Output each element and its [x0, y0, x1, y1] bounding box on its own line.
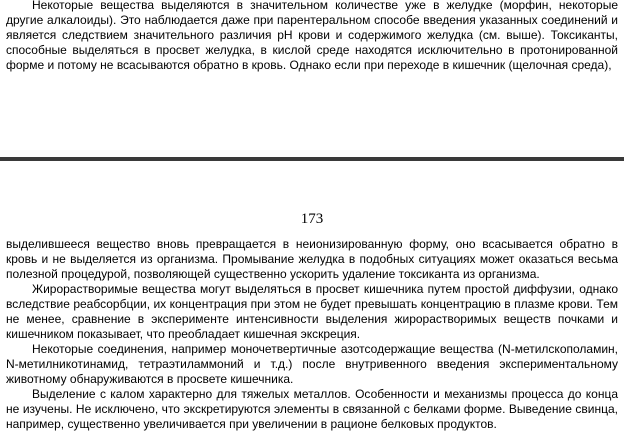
- paragraph-quaternary-compounds: Некоторые соединения, например моночетвертичные азотсодержащие вещества (N-метилскополамин, N-метилникотинамид, тетраэтиламмоний и т.д.) после внутривенного введения экспериментальному животному обнаруживаются в просвете кишечника.: [6, 342, 618, 386]
- paragraph-lipid-soluble: Жирорастворимые вещества могут выделяться в просвет кишечника путем простой диффузии, однако вследствие реабсорбции, их концентрация при этом не будет превышать концентрацию в плазме крови. Тем не менее, сравнение в эксперименте интенсивности выделения жирорастворимых веществ почками и кишечником показывает, что преобладает кишечная экскреция.: [6, 282, 618, 341]
- paragraph-stomach-excretion: Некоторые вещества выделяются в значительном количестве уже в желудке (морфин, некоторые другие алкалоиды). Это наблюдается даже при парентеральном способе введения указанных соединений и является следствием значительного различия pH крови и содержимого желудка (см. выше). Токсиканты, способные выделяться в просвет желудка, в кислой среде находятся исключительно в протонированной форме и потому не всасываются обратно в кровь. Однако если при переходе в кишечник (щелочная среда),: [6, 0, 618, 72]
- paragraph-continuation: выделившееся вещество вновь превращается в неионизированную форму, оно всасывается обратно в кровь и не выделяется из организма. Промывание желудка в подобных ситуациях может оказаться весьма полезной процедурой, позволяющей существенно ускорить удаление токсиканта из организма.: [6, 237, 618, 281]
- current-page-text: [6, 237, 618, 432]
- previous-page-text: [6, 0, 618, 73]
- page-number: 173: [300, 211, 324, 227]
- page-divider: [0, 157, 624, 161]
- paragraph-heavy-metals: Выделение с калом характерно для тяжелых металлов. Особенности и механизмы процесса до конца не изучены. Не исключено, что экскретируются элементы в связанной с белками форме. Выведение свинца, например, существенно увеличивается при увеличении в рационе белковых продуктов.: [6, 387, 618, 431]
